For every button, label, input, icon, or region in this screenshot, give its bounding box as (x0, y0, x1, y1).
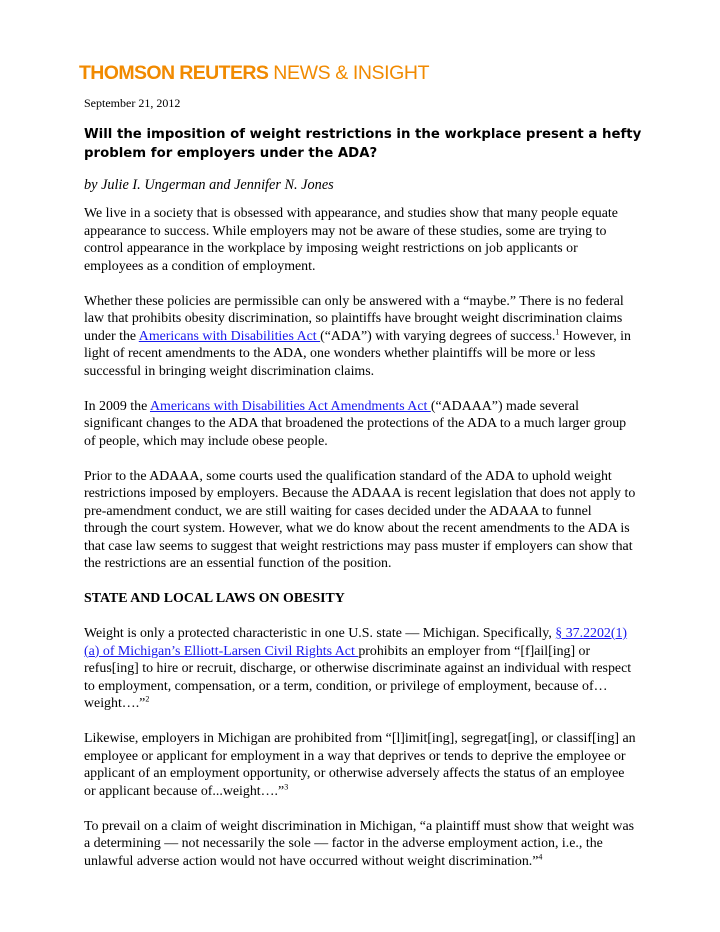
paragraph-2 (84, 293, 636, 381)
paragraph-5 (84, 625, 636, 713)
logo-sub: NEWS & INSIGHT (268, 62, 430, 84)
footnote-2-marker: 2 (145, 694, 150, 704)
paragraph-5-text-a: Weight is only a protected characteristic in one U.S. state — Michigan. Specifically, (84, 626, 556, 641)
article-body (84, 205, 636, 888)
byline: by Julie I. Ungerman and Jennifer N. Jones (84, 177, 334, 193)
article-date: September 21, 2012 (84, 96, 181, 110)
paragraph-2-text-c: However, in light of recent amendments to the ADA, one wonders whether plaintiffs will be more or less successful in bringing weight discrimination claims. (84, 328, 631, 379)
adaaa-link[interactable]: Americans with Disabilities Act Amendments Act (149, 398, 431, 414)
paragraph-6 (84, 730, 636, 800)
paragraph-5-text-b: prohibits an employer from “[f]ail[ing] or refus[ing] to hire or recruit, discharge, or otherwise discriminate against an individual with respect to employment, compensation, or a term, condition, or privilege of employment, because of…weight….” (84, 643, 632, 711)
paragraph-2-text-b: (“ADA”) with varying degrees of success. (320, 328, 556, 344)
paragraph-3 (84, 398, 636, 451)
paragraph-7 (84, 818, 636, 871)
paragraph-6-text: Likewise, employers in Michigan are prohibited from “[l]imit[ing], segregat[ing], or classif[ing] an employee or applicant for employment in a way that deprives or tends to deprive the employee or applicant of an employment opportunity, or otherwise adversely affects the status of an employee or applicant because of...weight….” (84, 731, 636, 799)
paragraph-3-text-a: In 2009 the (84, 398, 150, 414)
paragraph-3-text-b: (“ADAAA”) made several significant changes to the ADA that broadened the protections of the ADA to a much larger group of people, which may include obese people. (84, 398, 627, 449)
paragraph-7-text: To prevail on a claim of weight discrimination in Michigan, “a plaintiff must show that weight was a determining — not necessarily the sole — factor in the adverse employment action, i.e., the unlawful adverse action would not have occurred without weight discrimination.” (84, 818, 635, 869)
article-title: Will the imposition of weight restrictions in the workplace present a hefty problem for employers under the ADA? (84, 127, 642, 161)
footnote-3-marker: 3 (284, 781, 289, 791)
paragraph-2-text-a: Whether these policies are permissible can only be answered with a “maybe.” There is no federal law that prohibits obesity discrimination, so plaintiffs have brought weight discrimination claims under the (84, 293, 624, 344)
paragraph-1: We live in a society that is obsessed with appearance, and studies show that many people equate appearance to success. While employers may not be aware of these studies, some are trying to control appearance in the workplace by imposing weight restrictions on job applicants or employees as a condition of employment. (84, 206, 618, 274)
logo-brand: THOMSON REUTERS (79, 62, 269, 84)
footnote-4-marker: 4 (538, 851, 543, 861)
michigan-civil-rights-act-link[interactable]: § 37.2202(1)(a) of Michigan’s Elliott-Larsen Civil Rights Act (84, 626, 628, 659)
paragraph-4: Prior to the ADAAA, some courts used the qualification standard of the ADA to uphold weight restrictions imposed by employers. Because the ADAAA is recent legislation that does not apply to pre-amendment conduct, we are still waiting for cases decided under the ADAAA to funnel through the court system. However, what we do know about the recent amendments to the ADA is that case law seems to suggest that weight restrictions may pass muster if employers can show that the restrictions are an essential function of the position. (84, 468, 636, 571)
ada-link[interactable]: Americans with Disabilities Act (138, 328, 321, 344)
thomson-reuters-logo[interactable] (79, 62, 429, 84)
section-heading: STATE AND LOCAL LAWS ON OBESITY (84, 591, 345, 606)
footnote-1-marker: 1 (555, 326, 560, 336)
